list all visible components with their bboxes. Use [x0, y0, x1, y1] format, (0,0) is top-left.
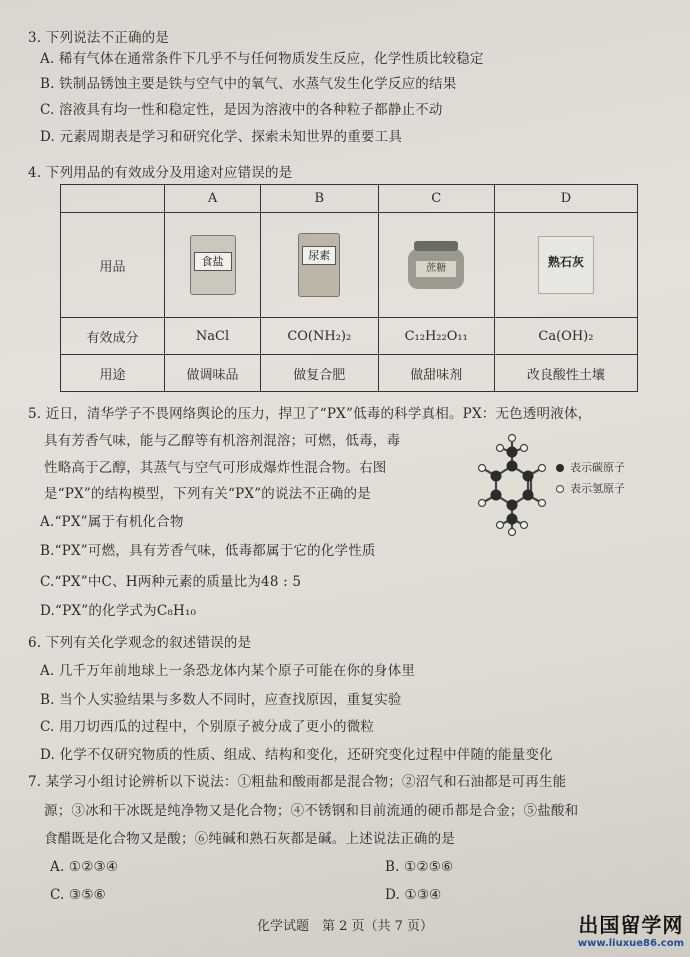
q3-option-a: A. 稀有气体在通常条件下几乎不与任何物质发生反应，化学性质比较稳定	[40, 51, 484, 67]
ingredient-c: C₁₂H₂₂O₁₁	[378, 318, 494, 355]
sucrose-jar-image	[408, 241, 464, 289]
q3-option-c: C. 溶液具有均一性和稳定性，是因为溶液中的各种粒子都静止不动	[40, 102, 443, 118]
q5-option-c: C.“PX”中C、H两种元素的质量比为48 : 5	[40, 574, 302, 590]
watermark-title: 出国留学网	[578, 913, 684, 937]
urea-bag-image	[298, 233, 340, 297]
urea-bag-label: 尿素	[302, 246, 336, 265]
legend-hydrogen-text: 表示氢原子	[570, 482, 625, 495]
q3-option-b: B. 铁制品锈蚀主要是铁与空气中的氧气、水蒸气发生化学反应的结果	[40, 76, 457, 92]
row-label-product: 用品	[61, 213, 165, 318]
carbon-dot-icon	[556, 464, 564, 472]
use-c: 做甜味剂	[378, 355, 494, 392]
q6-option-c: C. 用刀切西瓜的过程中，个别原子被分成了更小的微粒	[40, 719, 375, 735]
q6-stem: 6. 下列有关化学观念的叙述错误的是	[28, 635, 252, 651]
q6-option-b: B. 当个人实验结果与多数人不同时，应查找原因，重复实验	[40, 692, 402, 708]
q4-table	[60, 184, 638, 392]
q7-line-1: 7. 某学习小组讨论辨析以下说法：①粗盐和酸雨都是混合物；②沼气和石油都是可再生能	[28, 774, 567, 790]
ingredient-b: CO(NH₂)₂	[261, 318, 379, 355]
product-slaked-lime	[494, 213, 637, 318]
px-molecule-model	[462, 432, 562, 547]
row-label-ingredient: 有效成分	[61, 318, 165, 355]
q4-stem: 4. 下列用品的有效成分及用途对应错误的是	[28, 165, 293, 181]
col-header-c: C	[378, 185, 494, 213]
q7-option-c: C. ③⑤⑥	[50, 887, 106, 903]
ingredient-a: NaCl	[165, 318, 261, 355]
watermark-url: www.liuxue86.com	[577, 938, 684, 949]
q5-line-4: 是“PX”的结构模型，下列有关“PX”的说法不正确的是	[44, 486, 371, 502]
q5-option-b: B.“PX”可燃，具有芳香气味，低毒都属于它的化学性质	[40, 543, 376, 559]
ingredient-d: Ca(OH)₂	[494, 318, 637, 355]
q7-line-3: 食醋既是化合物又是酸；⑥纯碱和熟石灰都是碱。上述说法正确的是	[44, 831, 455, 847]
q5-option-a: A.“PX”属于有机化合物	[40, 514, 184, 530]
table-corner	[61, 185, 165, 213]
q7-option-b: B. ①②⑤⑥	[385, 859, 454, 875]
legend-carbon	[556, 459, 625, 475]
hydrogen-dot-icon	[556, 485, 564, 493]
salt-bag-label: 食盐	[194, 252, 232, 271]
use-b: 做复合肥	[261, 355, 379, 392]
product-sucrose	[378, 213, 494, 318]
q5-line-1: 5. 近日，清华学子不畏网络舆论的压力，捍卫了“PX”低毒的科学真相。PX：无色透明液体，	[28, 406, 592, 422]
product-urea	[261, 213, 379, 318]
salt-bag-image	[190, 235, 236, 295]
slaked-lime-bag-label: 熟石灰	[547, 255, 584, 269]
q6-option-a: A. 几千万年前地球上一条恐龙体内某个原子可能在你的身体里	[40, 663, 416, 679]
col-header-b: B	[261, 185, 379, 213]
row-label-use: 用途	[61, 355, 165, 392]
q7-option-a: A. ①②③④	[50, 859, 119, 875]
q5-line-2: 具有芳香气味，能与乙醇等有机溶剂混溶；可燃，低毒，毒	[44, 433, 401, 449]
watermark	[578, 909, 684, 949]
legend-hydrogen	[556, 480, 625, 496]
col-header-d: D	[494, 185, 637, 213]
use-d: 改良酸性土壤	[494, 355, 637, 392]
col-header-a: A	[165, 185, 261, 213]
q5-option-d: D.“PX”的化学式为C₈H₁₀	[40, 603, 197, 619]
q6-option-d: D. 化学不仅研究物质的性质、组成、结构和变化，还研究变化过程中伴随的能量变化	[40, 747, 553, 763]
use-a: 做调味品	[165, 355, 261, 392]
q7-option-d: D. ①③④	[385, 887, 442, 903]
sucrose-jar-label: 蔗糖	[416, 261, 456, 277]
q5-line-3: 性略高于乙醇，其蒸气与空气可形成爆炸性混合物。右图	[44, 460, 387, 476]
q7-line-2: 源；③冰和干冰既是纯净物又是化合物；④不锈钢和目前流通的硬币都是合金；⑤盐酸和	[44, 803, 579, 819]
q3-stem: 3. 下列说法不正确的是	[28, 30, 170, 46]
q3-option-d: D. 元素周期表是学习和研究化学、探索未知世界的重要工具	[40, 129, 403, 145]
legend-carbon-text: 表示碳原子	[570, 461, 625, 474]
page-footer: 化学试题 第 2 页（共 7 页）	[256, 919, 434, 934]
slaked-lime-bag-image	[538, 236, 594, 294]
molecule-legend	[556, 459, 625, 501]
product-salt	[165, 213, 261, 318]
